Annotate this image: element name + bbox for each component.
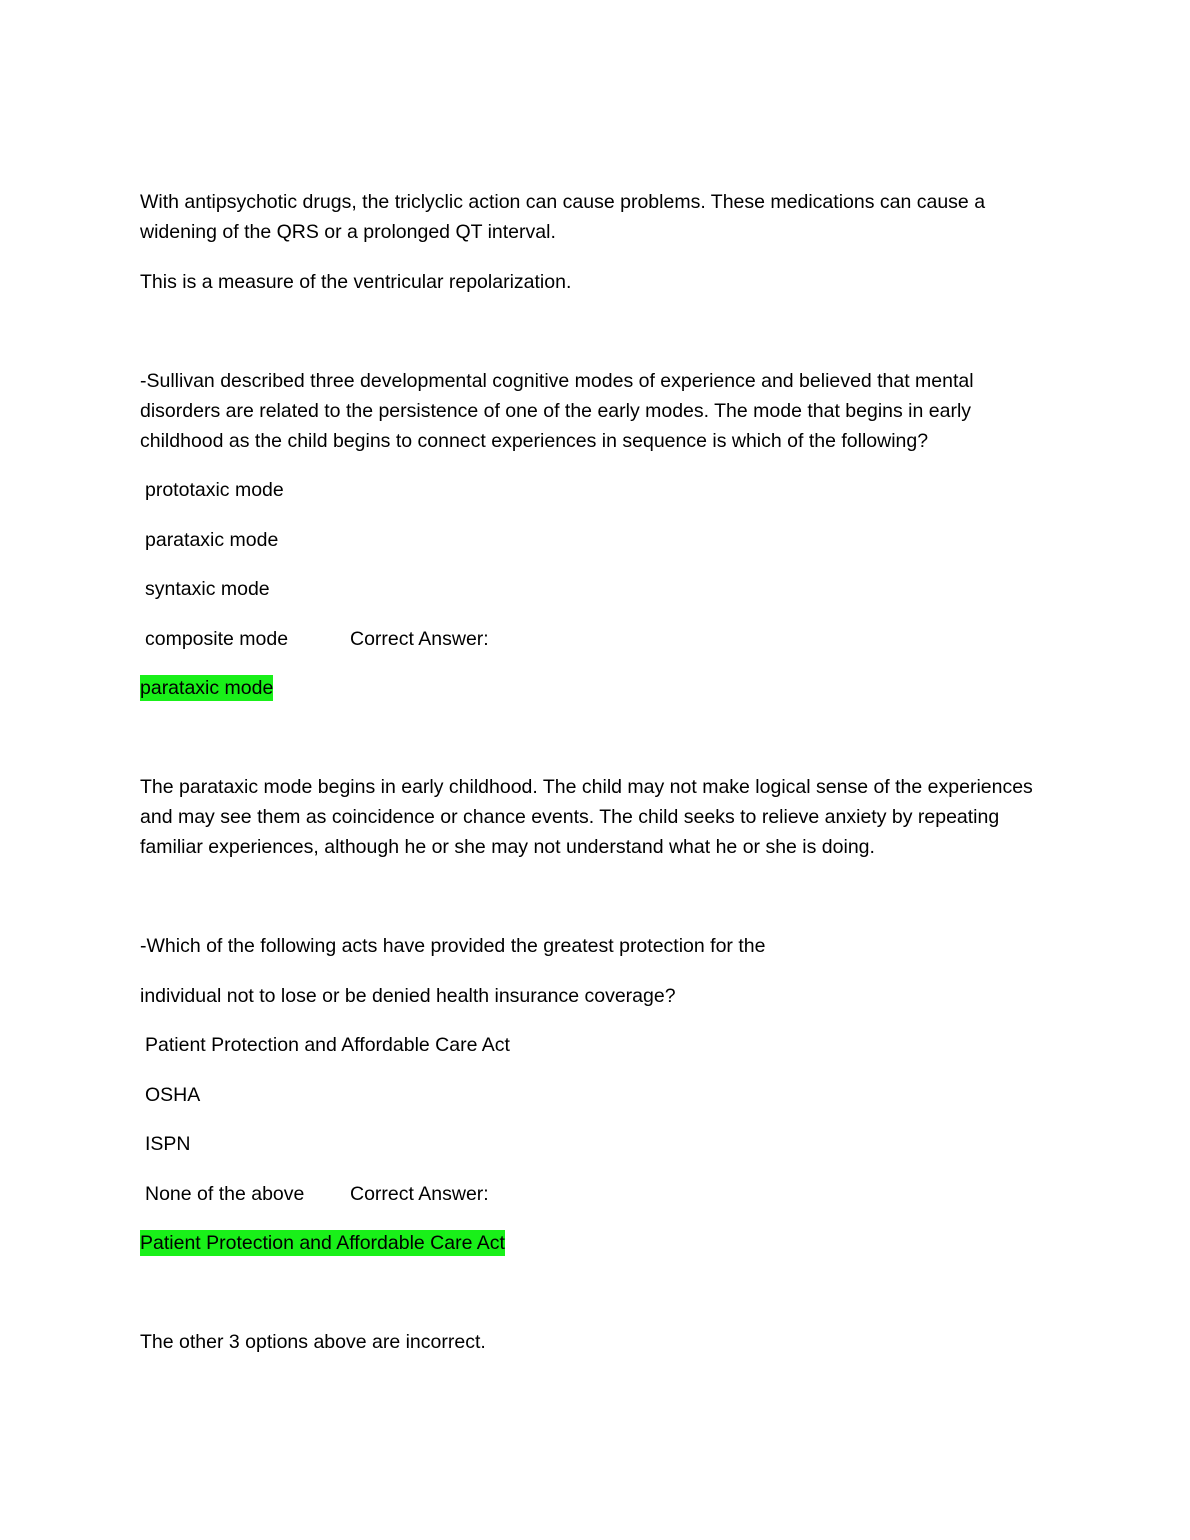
- question-1-option-a: prototaxic mode: [145, 479, 284, 501]
- answer-highlight: parataxic mode: [140, 677, 274, 699]
- question-1-option-c: syntaxic mode: [145, 578, 270, 600]
- intro-text-line-3: This is a measure of the ventricular repolarization.: [140, 271, 572, 293]
- question-2-explanation: The other 3 options above are incorrect.: [140, 1331, 486, 1353]
- answer-highlight: Patient Protection and Affordable Care Act: [140, 1232, 505, 1254]
- question-2-correct-answer-label: Correct Answer:: [350, 1183, 489, 1205]
- question-1-explanation-line-3: familiar experiences, although he or she may not understand what he or she is doing.: [140, 836, 875, 858]
- question-2-option-d: None of the above: [145, 1183, 305, 1205]
- question-2-option-a: Patient Protection and Affordable Care Act: [145, 1034, 510, 1056]
- question-1-explanation-line-2: and may see them as coincidence or chance events. The child seeks to relieve anxiety by repeating: [140, 806, 1000, 828]
- question-1-option-d: composite mode: [145, 628, 289, 650]
- question-2-line-1: -Which of the following acts have provided the greatest protection for the: [140, 935, 766, 957]
- question-1-answer: [140, 675, 273, 701]
- question-2-line-2: individual not to lose or be denied health insurance coverage?: [140, 985, 676, 1007]
- question-1-explanation-line-1: The parataxic mode begins in early childhood. The child may not make logical sense of the experiences: [140, 776, 1033, 798]
- intro-text-line-2: widening of the QRS or a prolonged QT interval.: [140, 221, 556, 243]
- question-1-line-2: disorders are related to the persistence of one of the early modes. The mode that begins in early: [140, 400, 972, 422]
- question-2-answer: [140, 1230, 505, 1256]
- question-1-line-3: childhood as the child begins to connect experiences in sequence is which of the following?: [140, 430, 929, 452]
- question-1-line-1: -Sullivan described three developmental cognitive modes of experience and believed that mental: [140, 370, 974, 392]
- question-2-option-c: ISPN: [145, 1133, 191, 1155]
- question-1-correct-answer-label: Correct Answer:: [350, 628, 489, 650]
- intro-text-line-1: With antipsychotic drugs, the triclyclic action can cause problems. These medications can cause a: [140, 191, 986, 213]
- question-1-option-b: parataxic mode: [145, 529, 279, 551]
- question-2-option-b: OSHA: [145, 1084, 201, 1106]
